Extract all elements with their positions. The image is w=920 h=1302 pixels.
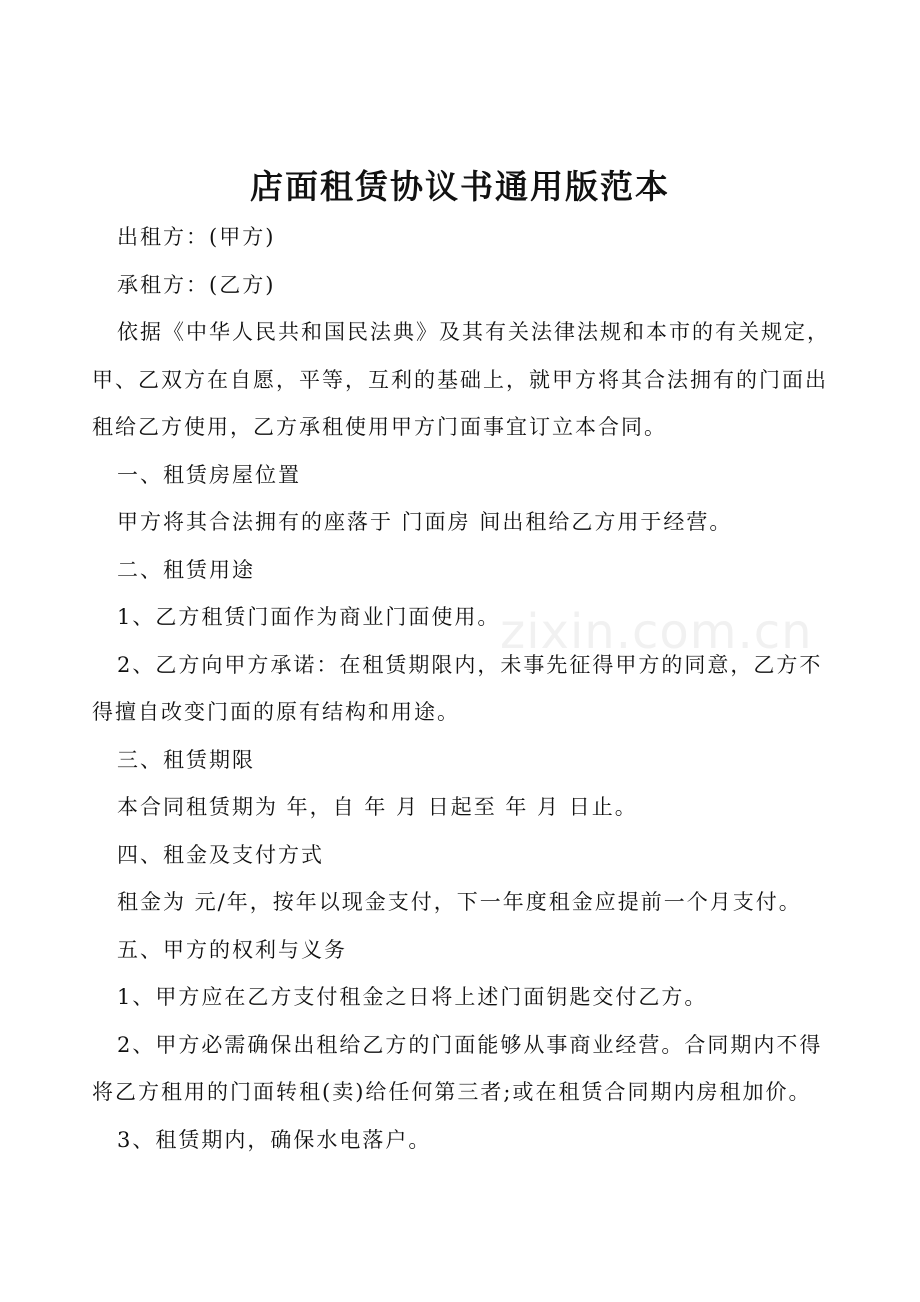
section-heading-lessor-rights: 五、甲方的权利与义务 (117, 937, 347, 962)
lessor-line: 出租方：(甲方) (117, 225, 276, 249)
lessee-line: 承租方：(乙方) (117, 272, 276, 297)
document-body (92, 214, 832, 1164)
preamble-paragraph: 依据《中华人民共和国民法典》及其有关法律法规和本市的有关规定，甲、乙双方在自愿，平等，互利的基础上，就甲方将其合法拥有的门面出租给乙方使用，乙方承租使用甲方门面事宜订立本合同。 (92, 320, 830, 439)
lessor-item-2: 2、甲方必需确保出租给乙方的门面能够从事商业经营。合同期内不得将乙方租用的门面转租(卖)给任何第三者;或在租赁合同期内房租加价。 (92, 1032, 823, 1104)
watermark-text: zixin.com.cn (500, 604, 813, 660)
section-heading-term: 三、租赁期限 (117, 747, 255, 772)
usage-item-2: 2、乙方向甲方承诺：在租赁期限内，未事先征得甲方的同意，乙方不得擅自改变门面的原有结构和用途。 (92, 652, 823, 724)
rent-paragraph: 租金为 元/年，按年以现金支付，下一年度租金应提前一个月支付。 (117, 890, 802, 914)
section-heading-usage: 二、租赁用途 (117, 557, 255, 582)
section-heading-location: 一、租赁房屋位置 (117, 462, 301, 487)
document-title: 店面租赁协议书通用版范本 (250, 167, 670, 206)
section-heading-rent: 四、租金及支付方式 (117, 842, 324, 867)
term-paragraph: 本合同租赁期为 年，自 年 月 日起至 年 月 日止。 (117, 795, 638, 819)
location-paragraph: 甲方将其合法拥有的座落于 门面房 间出租给乙方用于经营。 (117, 510, 733, 534)
lessor-item-1: 1、甲方应在乙方支付租金之日将上述门面钥匙交付乙方。 (117, 985, 708, 1009)
usage-item-1: 1、乙方租赁门面作为商业门面使用。 (117, 605, 501, 629)
lessor-item-3: 3、租赁期内，确保水电落户。 (117, 1127, 432, 1152)
